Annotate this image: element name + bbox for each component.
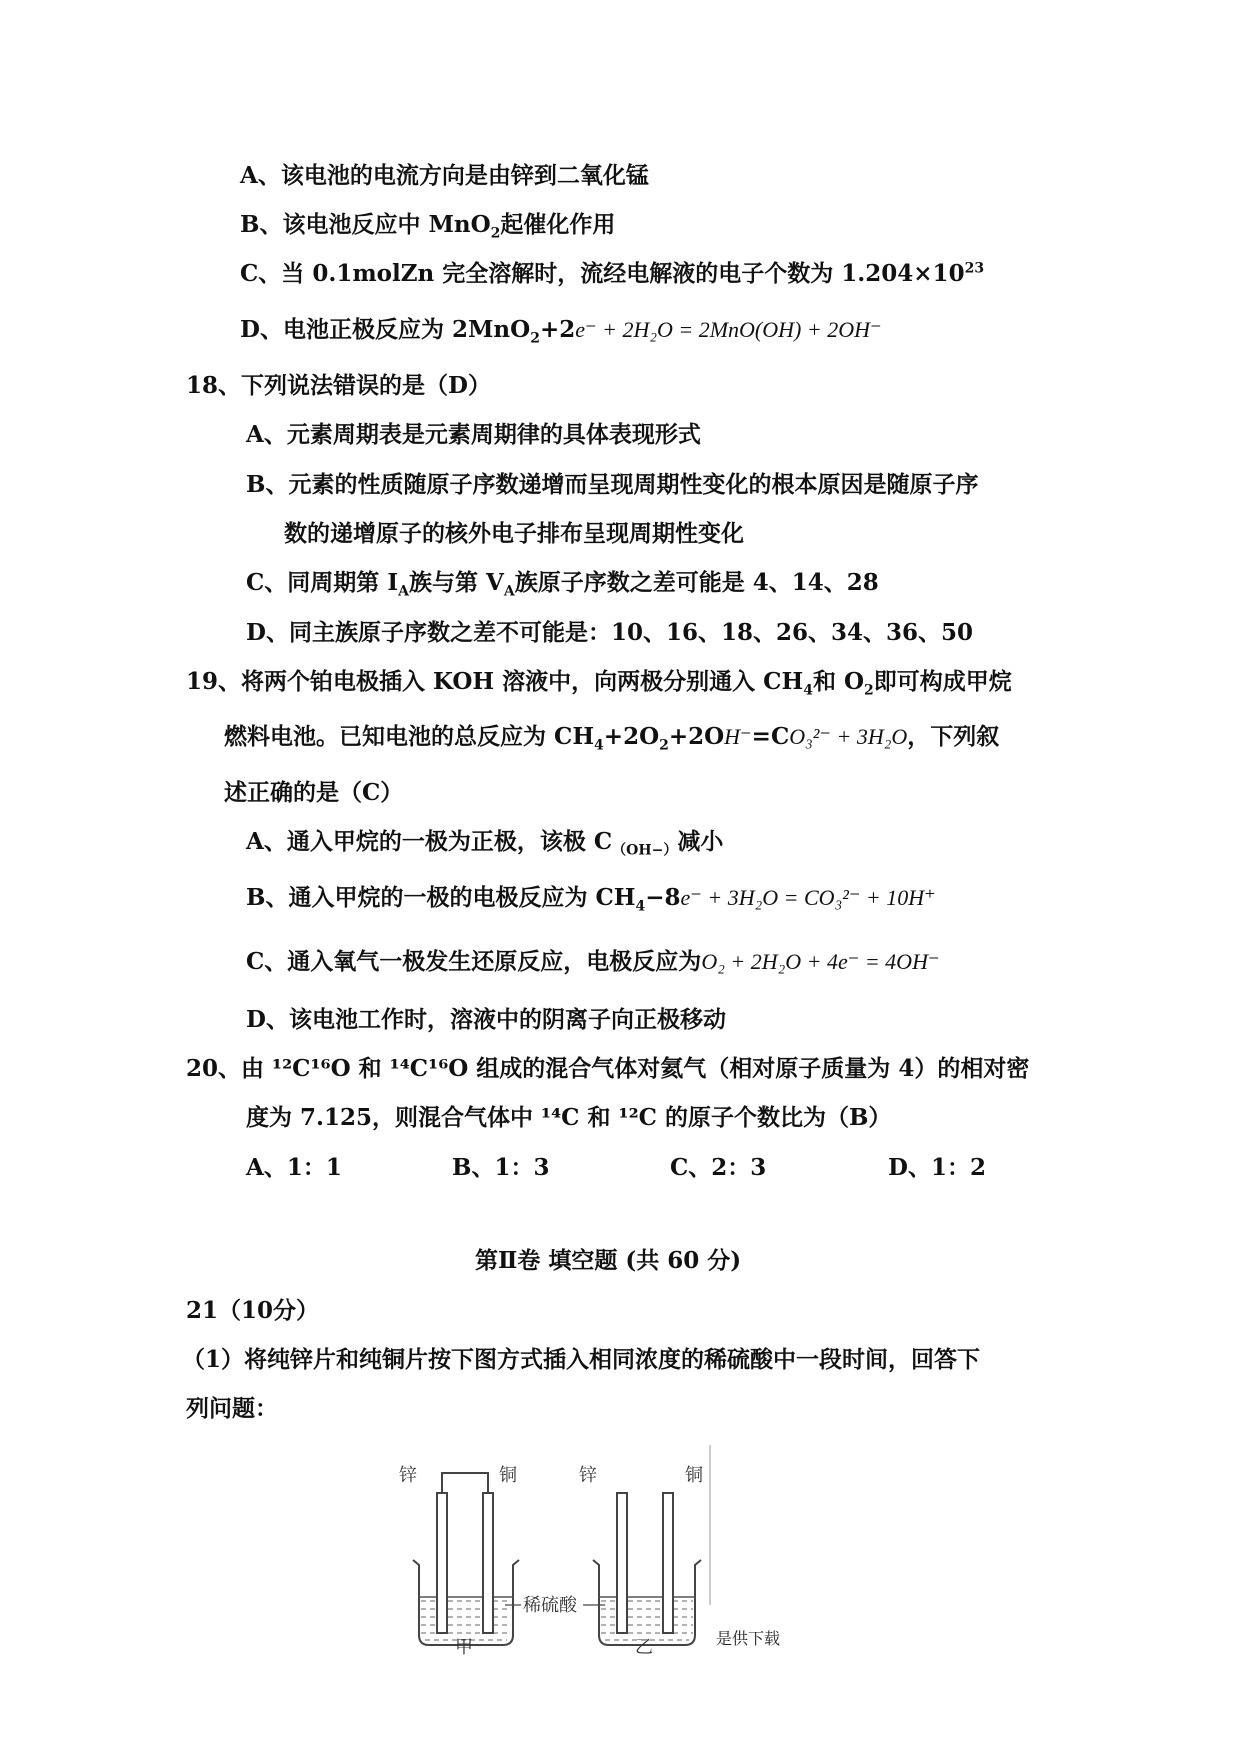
q19-stem-line3: 述正确的是（C）: [224, 779, 404, 806]
q17-option-c: C、当 0.1molZn 完全溶解时，流经电解液的电子个数为 $1.204\times 10^{23}$: [240, 260, 985, 287]
q20-option-d: D、1：2: [888, 1154, 986, 1181]
copper-label-1: 铜: [499, 1465, 517, 1486]
q20-option-a: A、1：1: [246, 1154, 342, 1181]
q17-option-b: B、该电池反应中 MnO$_2$起催化作用: [240, 211, 616, 242]
q18-option-c: C、同周期第 $I_A$族与第 $V_A$族原子序数之差可能是 4、14、28: [246, 569, 879, 600]
q20-option-b: B、1：3: [452, 1154, 550, 1181]
q21-paragraph-line1: （1）将纯锌片和纯铜片按下图方式插入相同浓度的稀硫酸中一段时间，回答下: [182, 1346, 981, 1373]
q19-option-d: D、该电池工作时，溶液中的阴离子向正极移动: [246, 1006, 726, 1033]
copper-label-2: 铜: [685, 1465, 703, 1486]
beaker-jia: [413, 1473, 519, 1645]
q19-stem-line1: 19、将两个铂电极插入 KOH 溶液中，向两极分别通入 $CH_4$和 $O_2$即可构成甲烷: [186, 668, 1012, 699]
q17-option-d: D、电池正极反应为 2MnO$_2$+2e⁻ + 2H₂O = 2MnO(OH) + 2OH⁻: [240, 316, 882, 347]
q17-option-a: A、该电池的电流方向是由锌到二氧化锰: [240, 162, 649, 189]
q21-head: 21（10分）: [186, 1297, 320, 1324]
q19-stem-line2: 燃料电池。已知电池的总反应为 $CH_4+2O_2+2OH^-=CO_3^{2-} + 3H_2O$，下列叙: [224, 723, 1000, 754]
q18-stem: 18、下列说法错误的是（D）: [186, 372, 491, 399]
q18-option-b-line1: B、元素的性质随原子序数递增而呈现周期性变化的根本原因是随原子序: [246, 471, 979, 498]
q18-option-a: A、元素周期表是元素周期律的具体表现形式: [246, 421, 701, 448]
q21-paragraph-line2: 列问题：: [186, 1395, 278, 1422]
beaker-yi: [593, 1493, 701, 1645]
zinc-label-2: 锌: [579, 1465, 597, 1486]
q19-option-c: C、通入氧气一极发生还原反应，电极反应为O₂ + 2H₂O + 4e⁻ = 4OH⁻: [246, 948, 940, 975]
acid-label: 稀硫酸: [523, 1595, 577, 1616]
q20-option-c: C、2：3: [670, 1154, 767, 1181]
q20-stem-line1: 20、由 ¹²C¹⁶O 和 ¹⁴C¹⁶O 组成的混合气体对氦气（相对原子质量为 4）的相对密: [186, 1055, 1030, 1082]
beaker-diagram: [395, 1445, 795, 1655]
figure-caption: 是供下载: [716, 1629, 781, 1648]
beaker-figure: [395, 1445, 795, 1655]
beaker-label-yi: 乙: [635, 1637, 653, 1655]
q19-option-b: B、通入甲烷的一极的电极反应为 $CH_4-8e^- + 3H_2O = CO_3^{2-} + 10H^+$: [246, 884, 936, 915]
q18-option-b-line2: 数的递增原子的核外电子排布呈现周期性变化: [284, 520, 744, 547]
q20-options: [246, 1152, 1046, 1184]
beaker-label-jia: 甲: [455, 1637, 473, 1655]
q18-option-d: D、同主族原子序数之差不可能是：10、16、18、26、34、36、50: [246, 619, 973, 646]
section-title: 第Ⅱ卷 填空题 (共 60 分): [475, 1247, 742, 1274]
zinc-label-1: 锌: [399, 1465, 417, 1486]
q19-option-a: A、通入甲烷的一极为正极，该极 $C_{(OH-)}$减小: [246, 828, 724, 859]
q20-stem-line2: 度为 7.125，则混合气体中 ¹⁴C 和 ¹²C 的原子个数比为（B）: [246, 1104, 892, 1131]
